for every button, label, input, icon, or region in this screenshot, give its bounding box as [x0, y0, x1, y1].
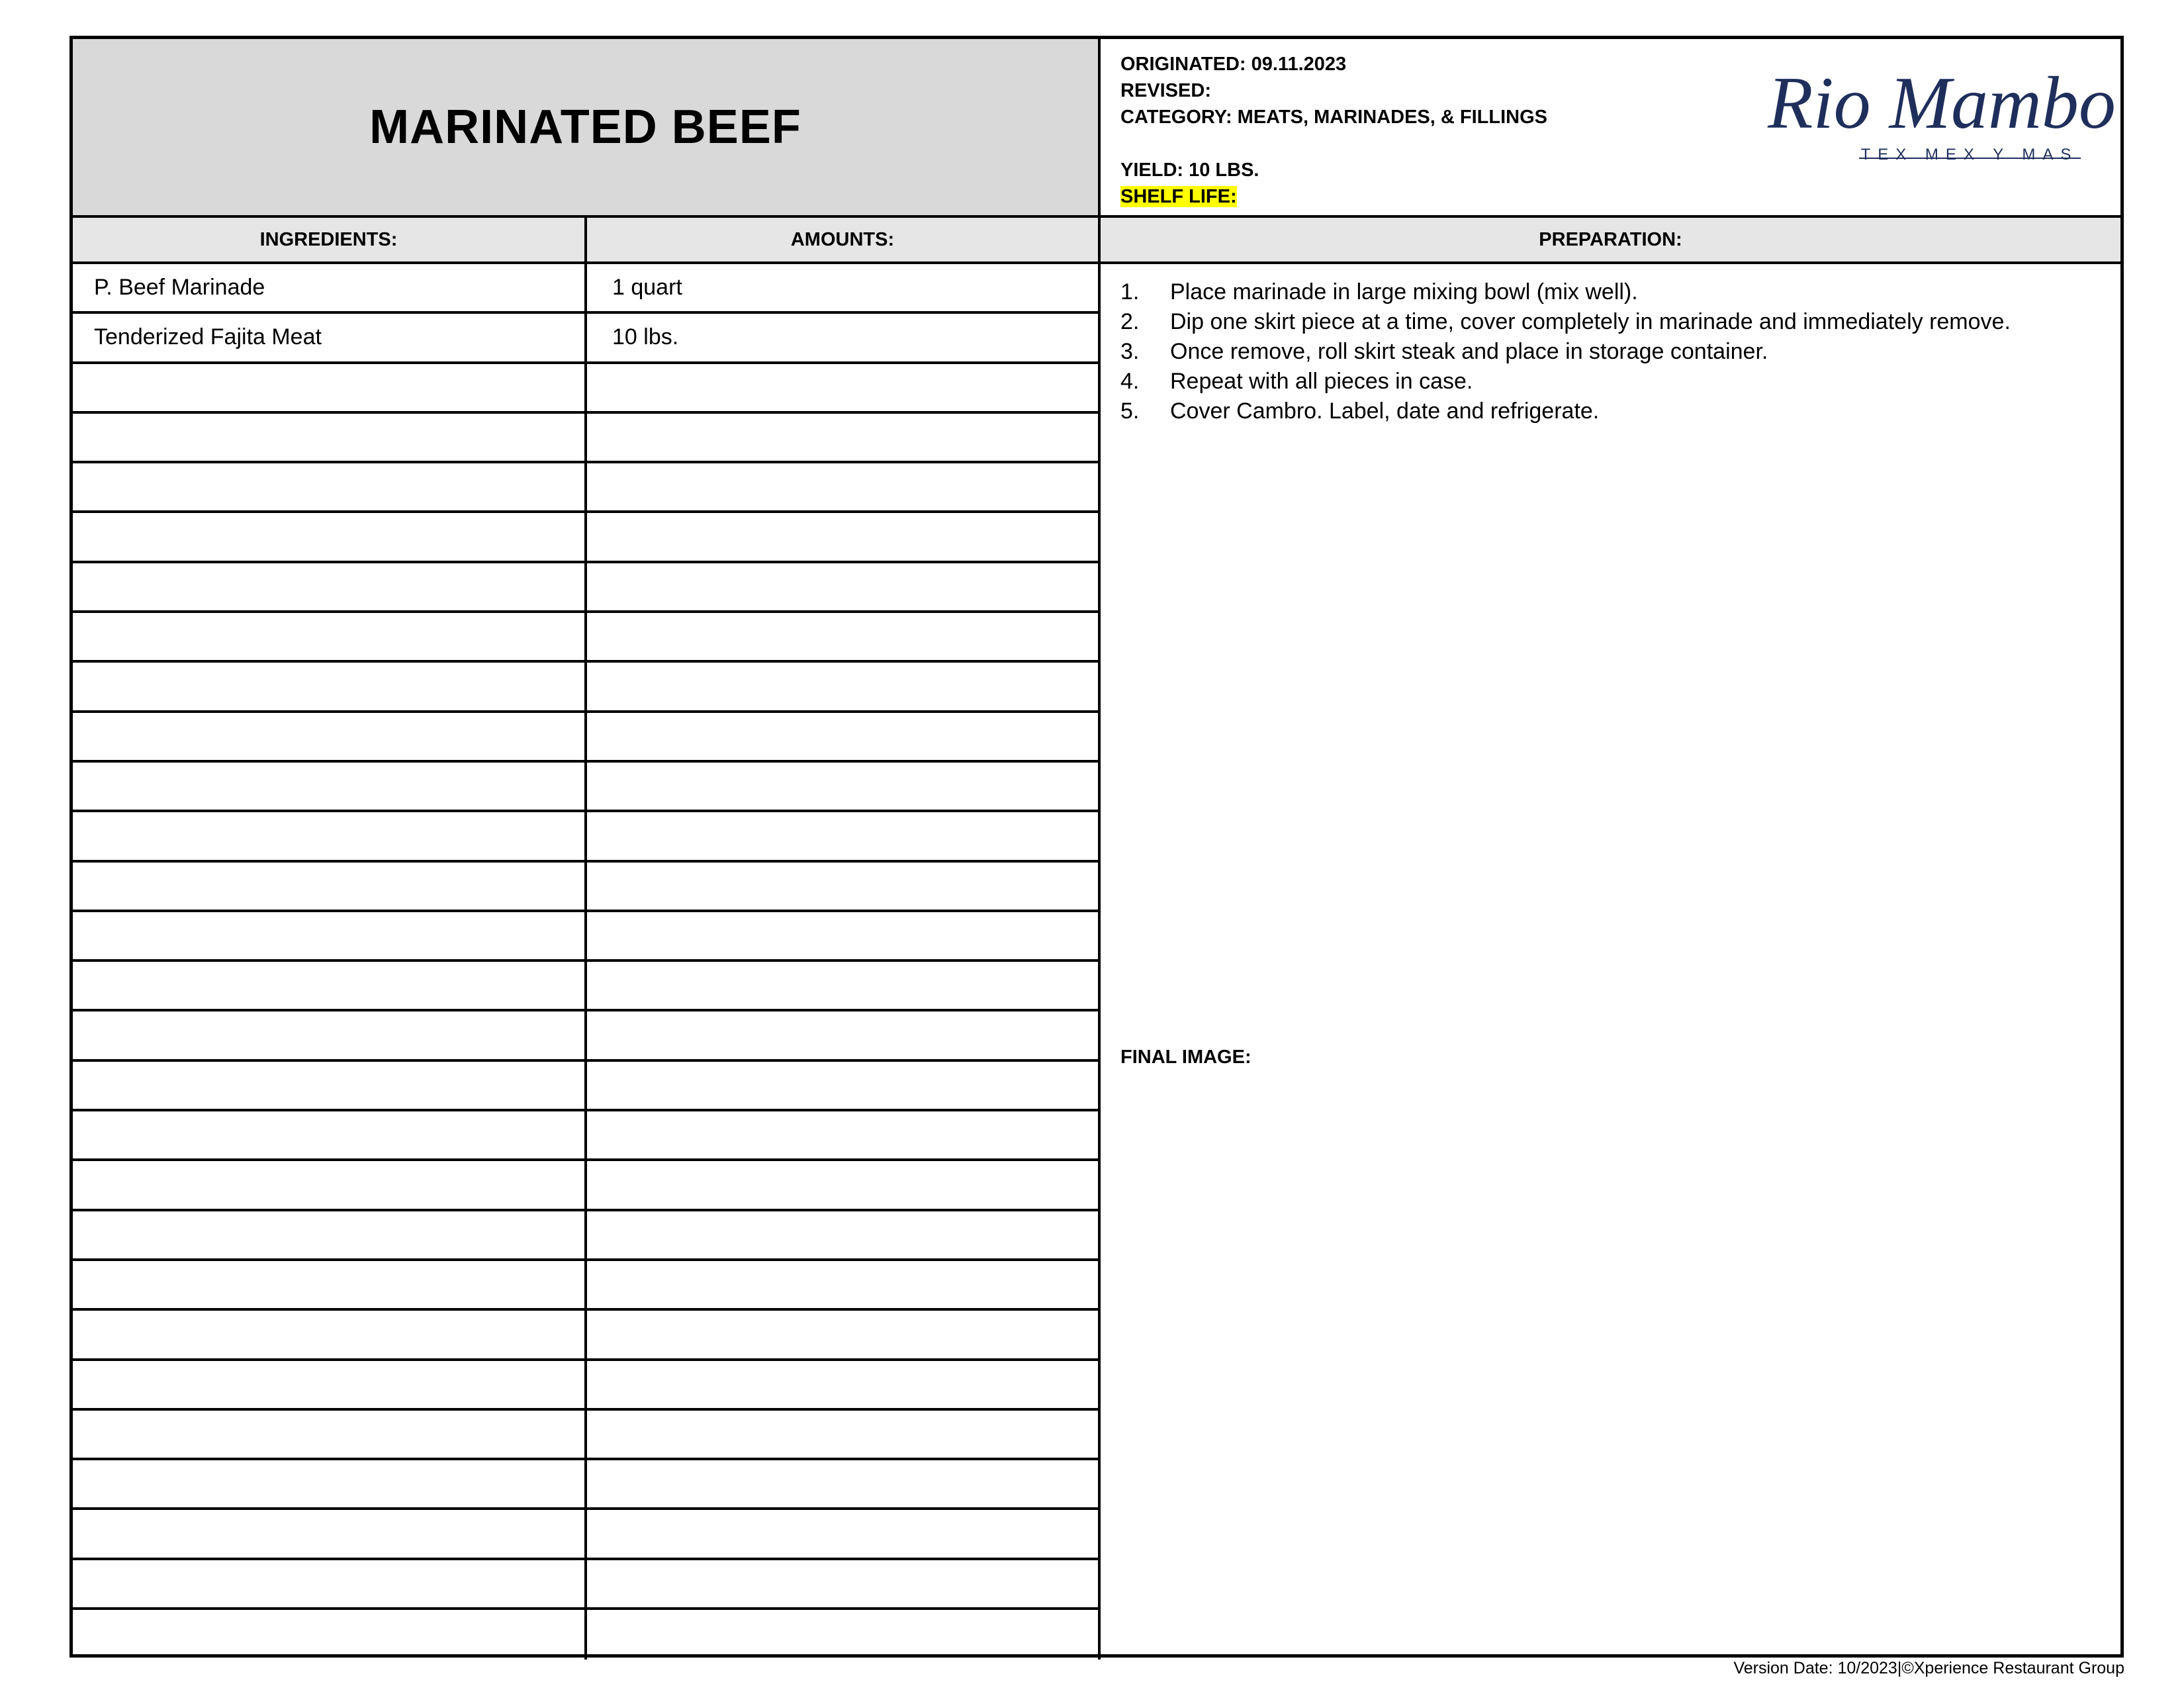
ingredient-cell: P. Beef Marinade	[73, 264, 587, 311]
table-row	[73, 1411, 1101, 1460]
table-row	[73, 1261, 1101, 1311]
revised-date: REVISED:	[1120, 80, 1211, 101]
logo-tagline: TEX MEX Y MAS	[1860, 146, 2079, 164]
ingredient-cell	[73, 1111, 587, 1158]
ingredient-cell	[73, 1311, 587, 1358]
step-number: 2.	[1120, 309, 1140, 334]
amounts-header: AMOUNTS:	[587, 218, 1101, 264]
ingredient-cell	[73, 1062, 587, 1109]
table-row	[73, 364, 1101, 414]
amount-cell	[587, 513, 1101, 560]
ingredient-cell	[73, 1610, 587, 1660]
ingredient-cell	[73, 1211, 587, 1258]
ingredient-cell	[73, 1411, 587, 1458]
amount-cell	[587, 1311, 1101, 1358]
ingredient-cell	[73, 613, 587, 660]
amount-cell	[587, 1411, 1101, 1458]
ingredient-cell	[73, 1510, 587, 1557]
table-row	[73, 1211, 1101, 1261]
ingredient-cell	[73, 663, 587, 710]
ingredient-cell	[73, 962, 587, 1009]
ingredient-cell	[73, 1011, 587, 1058]
amount-cell	[587, 1610, 1101, 1660]
ingredient-cell	[73, 1161, 587, 1208]
table-row	[73, 1361, 1101, 1411]
amount-cell	[587, 364, 1101, 411]
amount-cell	[587, 563, 1101, 610]
amount-cell	[587, 463, 1101, 510]
table-row	[73, 513, 1101, 563]
amount-cell: 10 lbs.	[587, 314, 1101, 361]
preparation-step	[1120, 367, 2107, 397]
table-row	[73, 812, 1101, 862]
table-row	[73, 1011, 1101, 1061]
step-number: 3.	[1120, 339, 1140, 364]
ingredient-cell	[73, 812, 587, 859]
table-row	[73, 663, 1101, 712]
preparation-header: PREPARATION:	[1101, 218, 2120, 264]
ingredient-cell	[73, 1560, 587, 1607]
preparation-step	[1120, 337, 2107, 367]
amount-cell	[587, 1361, 1101, 1408]
logo-name: Rio Mambo	[1768, 62, 2116, 144]
amount-cell	[587, 812, 1101, 859]
table-row	[73, 1460, 1101, 1510]
step-number: 1.	[1120, 279, 1140, 305]
step-text: Place marinade in large mixing bowl (mix well).	[1170, 279, 1638, 305]
ingredient-cell	[73, 563, 587, 610]
table-row	[73, 613, 1101, 663]
step-number: 4.	[1120, 369, 1140, 394]
amount-cell	[587, 1510, 1101, 1557]
table-row	[73, 314, 1101, 363]
amount-cell	[587, 863, 1101, 910]
table-row	[73, 563, 1101, 613]
amount-cell	[587, 414, 1101, 461]
step-number: 5.	[1120, 399, 1140, 424]
amount-cell	[587, 1560, 1101, 1607]
amount-cell	[587, 912, 1101, 959]
version-footer: Version Date: 10/2023|©Xperience Restaurant Group	[1733, 1659, 2124, 1677]
ingredient-cell	[73, 513, 587, 560]
amount-cell	[587, 1111, 1101, 1158]
table-row	[73, 962, 1101, 1011]
table-row	[73, 1111, 1101, 1161]
table-row	[73, 713, 1101, 763]
table-row	[73, 414, 1101, 463]
shelf-life: SHELF LIFE:	[1120, 186, 1237, 207]
preparation-step	[1120, 277, 2107, 307]
amount-cell	[587, 1011, 1101, 1058]
ingredient-cell	[73, 912, 587, 959]
ingredient-cell	[73, 713, 587, 760]
table-row	[73, 1062, 1101, 1111]
ingredient-cell	[73, 1361, 587, 1408]
table-row	[73, 763, 1101, 812]
table-row	[73, 1161, 1101, 1211]
amount-cell	[587, 1062, 1101, 1109]
yield: YIELD: 10 LBS.	[1120, 160, 1259, 181]
amount-cell	[587, 1161, 1101, 1208]
ingredient-cell	[73, 463, 587, 510]
ingredient-cell	[73, 1460, 587, 1507]
final-image-label: FINAL IMAGE:	[1120, 1047, 1251, 1068]
ingredient-cell	[73, 763, 587, 810]
recipe-card	[69, 36, 2124, 1658]
preparation-steps	[1120, 277, 2107, 426]
recipe-title: MARINATED BEEF	[369, 101, 801, 154]
category: CATEGORY: MEATS, MARINADES, & FILLINGS	[1120, 107, 1547, 128]
amount-cell	[587, 663, 1101, 710]
title-cell	[73, 39, 1101, 218]
originated-date: ORIGINATED: 09.11.2023	[1120, 54, 1347, 75]
amount-cell	[587, 613, 1101, 660]
table-row	[73, 912, 1101, 962]
ingredient-cell	[73, 364, 587, 411]
step-text: Repeat with all pieces in case.	[1170, 369, 1473, 394]
ingredient-cell	[73, 414, 587, 461]
table-row	[73, 1510, 1101, 1560]
table-row	[73, 1610, 1101, 1660]
ingredient-cell	[73, 863, 587, 910]
amount-cell: 1 quart	[587, 264, 1101, 311]
table-row	[73, 1560, 1101, 1610]
step-text: Dip one skirt piece at a time, cover completely in marinade and immediately remove.	[1170, 309, 2011, 334]
ingredient-cell	[73, 1261, 587, 1308]
preparation-step	[1120, 397, 2107, 426]
amount-cell	[587, 1211, 1101, 1258]
table-row	[73, 863, 1101, 912]
ingredients-header: INGREDIENTS:	[73, 218, 587, 264]
amount-cell	[587, 1460, 1101, 1507]
table-row	[73, 463, 1101, 513]
table-row	[73, 264, 1101, 314]
step-text: Cover Cambro. Label, date and refrigerate.	[1170, 399, 1600, 424]
ingredient-cell: Tenderized Fajita Meat	[73, 314, 587, 361]
amount-cell	[587, 763, 1101, 810]
table-row	[73, 1311, 1101, 1360]
preparation-step	[1120, 307, 2107, 337]
amount-cell	[587, 962, 1101, 1009]
rio-mambo-logo	[1768, 62, 2116, 173]
ingredients-table	[73, 264, 1101, 1660]
step-text: Once remove, roll skirt steak and place in storage container.	[1170, 339, 1768, 364]
amount-cell	[587, 713, 1101, 760]
recipe-meta	[1101, 39, 2120, 218]
amount-cell	[587, 1261, 1101, 1308]
